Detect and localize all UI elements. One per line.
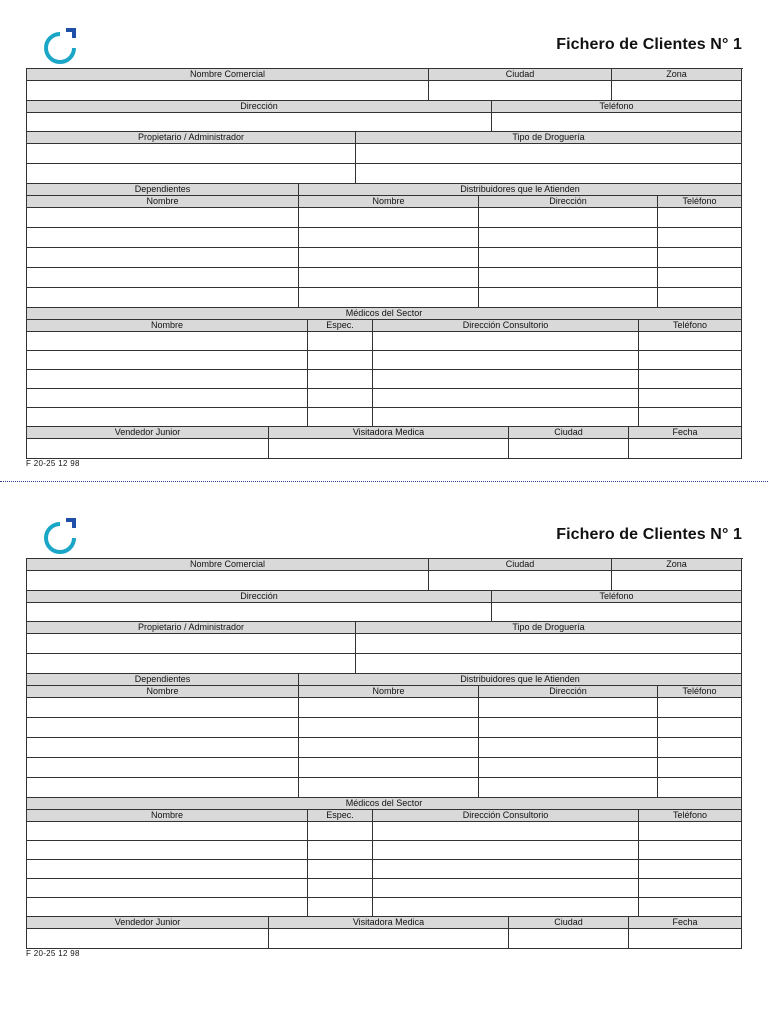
cut-line (0, 481, 768, 482)
company-logo (38, 516, 82, 556)
field-direccion-consultorio[interactable] (373, 389, 639, 408)
header-dependiente-nombre: Nombre (27, 686, 299, 698)
client-card-form-1 (26, 0, 742, 470)
field-medico-nombre[interactable] (27, 898, 308, 917)
field-fecha[interactable] (629, 439, 742, 459)
form-code: F 20-25 12 98 (26, 459, 80, 468)
header-telefono: Teléfono (492, 591, 742, 603)
field-distribuidor-direccion[interactable] (479, 228, 658, 248)
header-distribuidores: Distribuidores que le Atienden (299, 184, 742, 196)
field-espec[interactable] (308, 332, 373, 351)
field-medico-nombre[interactable] (27, 841, 308, 860)
field-distribuidor-direccion[interactable] (479, 288, 658, 308)
header-dependiente-nombre: Nombre (27, 196, 299, 208)
field-direccion[interactable] (27, 603, 492, 622)
field-distribuidor-telefono[interactable] (658, 268, 742, 288)
header-direccion: Dirección (27, 591, 492, 603)
field-distribuidor-direccion[interactable] (479, 778, 658, 798)
header-medicos: Médicos del Sector (27, 308, 742, 320)
field-medico-telefono[interactable] (639, 408, 742, 427)
field-distribuidor-telefono[interactable] (658, 698, 742, 718)
header-propietario: Propietario / Administrador (27, 132, 356, 144)
header-medico-telefono: Teléfono (639, 320, 742, 332)
header-distribuidores: Distribuidores que le Atienden (299, 674, 742, 686)
field-propietario-2[interactable] (27, 654, 356, 674)
field-medico-telefono[interactable] (639, 389, 742, 408)
header-fecha: Fecha (629, 917, 742, 929)
field-tipo-drogueria[interactable] (356, 144, 742, 164)
field-zona[interactable] (612, 571, 742, 591)
logo-corner (66, 520, 74, 528)
field-distribuidor-direccion[interactable] (479, 758, 658, 778)
header-distribuidor-telefono: Teléfono (658, 196, 742, 208)
field-dependiente-row[interactable] (27, 698, 299, 718)
header-medico-telefono: Teléfono (639, 810, 742, 822)
logo-corner (66, 30, 74, 38)
field-distribuidor-telefono[interactable] (658, 718, 742, 738)
field-espec[interactable] (308, 898, 373, 917)
header-direccion: Dirección (27, 101, 492, 113)
field-distribuidor-nombre[interactable] (299, 738, 479, 758)
field-direccion-consultorio[interactable] (373, 332, 639, 351)
header-medico-nombre: Nombre (27, 810, 308, 822)
field-propietario[interactable] (27, 144, 356, 164)
field-distribuidor-telefono[interactable] (658, 208, 742, 228)
field-tipo-drogueria-2[interactable] (356, 164, 742, 184)
field-medico-telefono[interactable] (639, 351, 742, 370)
header-direccion-consultorio: Dirección Consultorio (373, 810, 639, 822)
field-fecha[interactable] (629, 929, 742, 949)
client-card-form-2 (26, 490, 742, 960)
header-visitadora: Visitadora Medica (269, 427, 509, 439)
header-vendedor: Vendedor Junior (27, 427, 269, 439)
header-vendedor: Vendedor Junior (27, 917, 269, 929)
field-dependiente-row[interactable] (27, 288, 299, 308)
field-distribuidor-direccion[interactable] (479, 738, 658, 758)
field-distribuidor-nombre[interactable] (299, 288, 479, 308)
field-espec[interactable] (308, 860, 373, 879)
header-footer-ciudad: Ciudad (509, 427, 629, 439)
header-dependientes: Dependientes (27, 184, 299, 196)
field-medico-telefono[interactable] (639, 860, 742, 879)
field-espec[interactable] (308, 408, 373, 427)
field-distribuidor-nombre[interactable] (299, 228, 479, 248)
field-distribuidor-nombre[interactable] (299, 248, 479, 268)
field-distribuidor-nombre[interactable] (299, 718, 479, 738)
header-visitadora: Visitadora Medica (269, 917, 509, 929)
field-distribuidor-direccion[interactable] (479, 208, 658, 228)
field-direccion[interactable] (27, 113, 492, 132)
field-dependiente-row[interactable] (27, 268, 299, 288)
field-espec[interactable] (308, 370, 373, 389)
field-visitadora[interactable] (269, 439, 509, 459)
company-logo (38, 26, 82, 66)
header-medicos: Médicos del Sector (27, 798, 742, 810)
field-medico-telefono[interactable] (639, 822, 742, 841)
field-propietario-2[interactable] (27, 164, 356, 184)
field-tipo-drogueria[interactable] (356, 634, 742, 654)
header-tipo-drogueria: Tipo de Droguería (356, 132, 742, 144)
field-medico-nombre[interactable] (27, 351, 308, 370)
field-medico-telefono[interactable] (639, 879, 742, 898)
header-telefono: Teléfono (492, 101, 742, 113)
field-direccion-consultorio[interactable] (373, 408, 639, 427)
header-distribuidor-direccion: Dirección (479, 686, 658, 698)
field-distribuidor-telefono[interactable] (658, 228, 742, 248)
field-distribuidor-telefono[interactable] (658, 288, 742, 308)
form-table (26, 68, 743, 459)
field-medico-telefono[interactable] (639, 370, 742, 389)
field-distribuidor-nombre[interactable] (299, 758, 479, 778)
field-medico-nombre[interactable] (27, 860, 308, 879)
header-zona: Zona (612, 69, 742, 81)
header-distribuidor-nombre: Nombre (299, 196, 479, 208)
field-medico-nombre[interactable] (27, 408, 308, 427)
field-direccion-consultorio[interactable] (373, 860, 639, 879)
field-distribuidor-nombre[interactable] (299, 268, 479, 288)
field-direccion-consultorio[interactable] (373, 822, 639, 841)
field-medico-nombre[interactable] (27, 332, 308, 351)
field-medico-telefono[interactable] (639, 898, 742, 917)
field-espec[interactable] (308, 389, 373, 408)
form-title: Fichero de Clientes N° 1 (556, 36, 742, 53)
field-distribuidor-nombre[interactable] (299, 698, 479, 718)
field-distribuidor-nombre[interactable] (299, 208, 479, 228)
field-telefono[interactable] (492, 113, 742, 132)
field-tipo-drogueria-2[interactable] (356, 654, 742, 674)
header-espec: Espec. (308, 320, 373, 332)
field-medico-nombre[interactable] (27, 822, 308, 841)
field-dependiente-row[interactable] (27, 228, 299, 248)
field-medico-nombre[interactable] (27, 389, 308, 408)
field-direccion-consultorio[interactable] (373, 841, 639, 860)
field-medico-nombre[interactable] (27, 879, 308, 898)
field-distribuidor-telefono[interactable] (658, 248, 742, 268)
header-distribuidor-direccion: Dirección (479, 196, 658, 208)
field-ciudad[interactable] (429, 571, 612, 591)
field-distribuidor-direccion[interactable] (479, 718, 658, 738)
header-dependientes: Dependientes (27, 674, 299, 686)
field-direccion-consultorio[interactable] (373, 351, 639, 370)
header-medico-nombre: Nombre (27, 320, 308, 332)
field-distribuidor-direccion[interactable] (479, 248, 658, 268)
header-propietario: Propietario / Administrador (27, 622, 356, 634)
header-tipo-drogueria: Tipo de Droguería (356, 622, 742, 634)
field-distribuidor-nombre[interactable] (299, 778, 479, 798)
field-dependiente-row[interactable] (27, 208, 299, 228)
field-vendedor[interactable] (27, 439, 269, 459)
header-ciudad: Ciudad (429, 559, 612, 571)
field-distribuidor-direccion[interactable] (479, 268, 658, 288)
field-dependiente-row[interactable] (27, 758, 299, 778)
field-espec[interactable] (308, 841, 373, 860)
header-espec: Espec. (308, 810, 373, 822)
field-direccion-consultorio[interactable] (373, 879, 639, 898)
logo-arc (46, 524, 74, 552)
field-distribuidor-telefono[interactable] (658, 758, 742, 778)
field-dependiente-row[interactable] (27, 718, 299, 738)
header-nombre-comercial: Nombre Comercial (27, 559, 429, 571)
field-distribuidor-direccion[interactable] (479, 698, 658, 718)
header-direccion-consultorio: Dirección Consultorio (373, 320, 639, 332)
field-distribuidor-telefono[interactable] (658, 738, 742, 758)
header-distribuidor-nombre: Nombre (299, 686, 479, 698)
field-footer-ciudad[interactable] (509, 439, 629, 459)
field-telefono[interactable] (492, 603, 742, 622)
field-vendedor[interactable] (27, 929, 269, 949)
header-nombre-comercial: Nombre Comercial (27, 69, 429, 81)
header-distribuidor-telefono: Teléfono (658, 686, 742, 698)
form-code: F 20-25 12 98 (26, 949, 80, 958)
header-ciudad: Ciudad (429, 69, 612, 81)
field-footer-ciudad[interactable] (509, 929, 629, 949)
field-distribuidor-telefono[interactable] (658, 778, 742, 798)
field-medico-telefono[interactable] (639, 841, 742, 860)
field-dependiente-row[interactable] (27, 738, 299, 758)
field-espec[interactable] (308, 351, 373, 370)
form-table (26, 558, 743, 949)
field-espec[interactable] (308, 822, 373, 841)
field-nombre-comercial[interactable] (27, 571, 429, 591)
header-zona: Zona (612, 559, 742, 571)
field-direccion-consultorio[interactable] (373, 898, 639, 917)
field-zona[interactable] (612, 81, 742, 101)
field-nombre-comercial[interactable] (27, 81, 429, 101)
form-title: Fichero de Clientes N° 1 (556, 526, 742, 543)
field-propietario[interactable] (27, 634, 356, 654)
field-dependiente-row[interactable] (27, 248, 299, 268)
field-medico-nombre[interactable] (27, 370, 308, 389)
header-footer-ciudad: Ciudad (509, 917, 629, 929)
field-visitadora[interactable] (269, 929, 509, 949)
field-medico-telefono[interactable] (639, 332, 742, 351)
logo-arc (46, 34, 74, 62)
field-dependiente-row[interactable] (27, 778, 299, 798)
field-ciudad[interactable] (429, 81, 612, 101)
field-espec[interactable] (308, 879, 373, 898)
field-direccion-consultorio[interactable] (373, 370, 639, 389)
header-fecha: Fecha (629, 427, 742, 439)
